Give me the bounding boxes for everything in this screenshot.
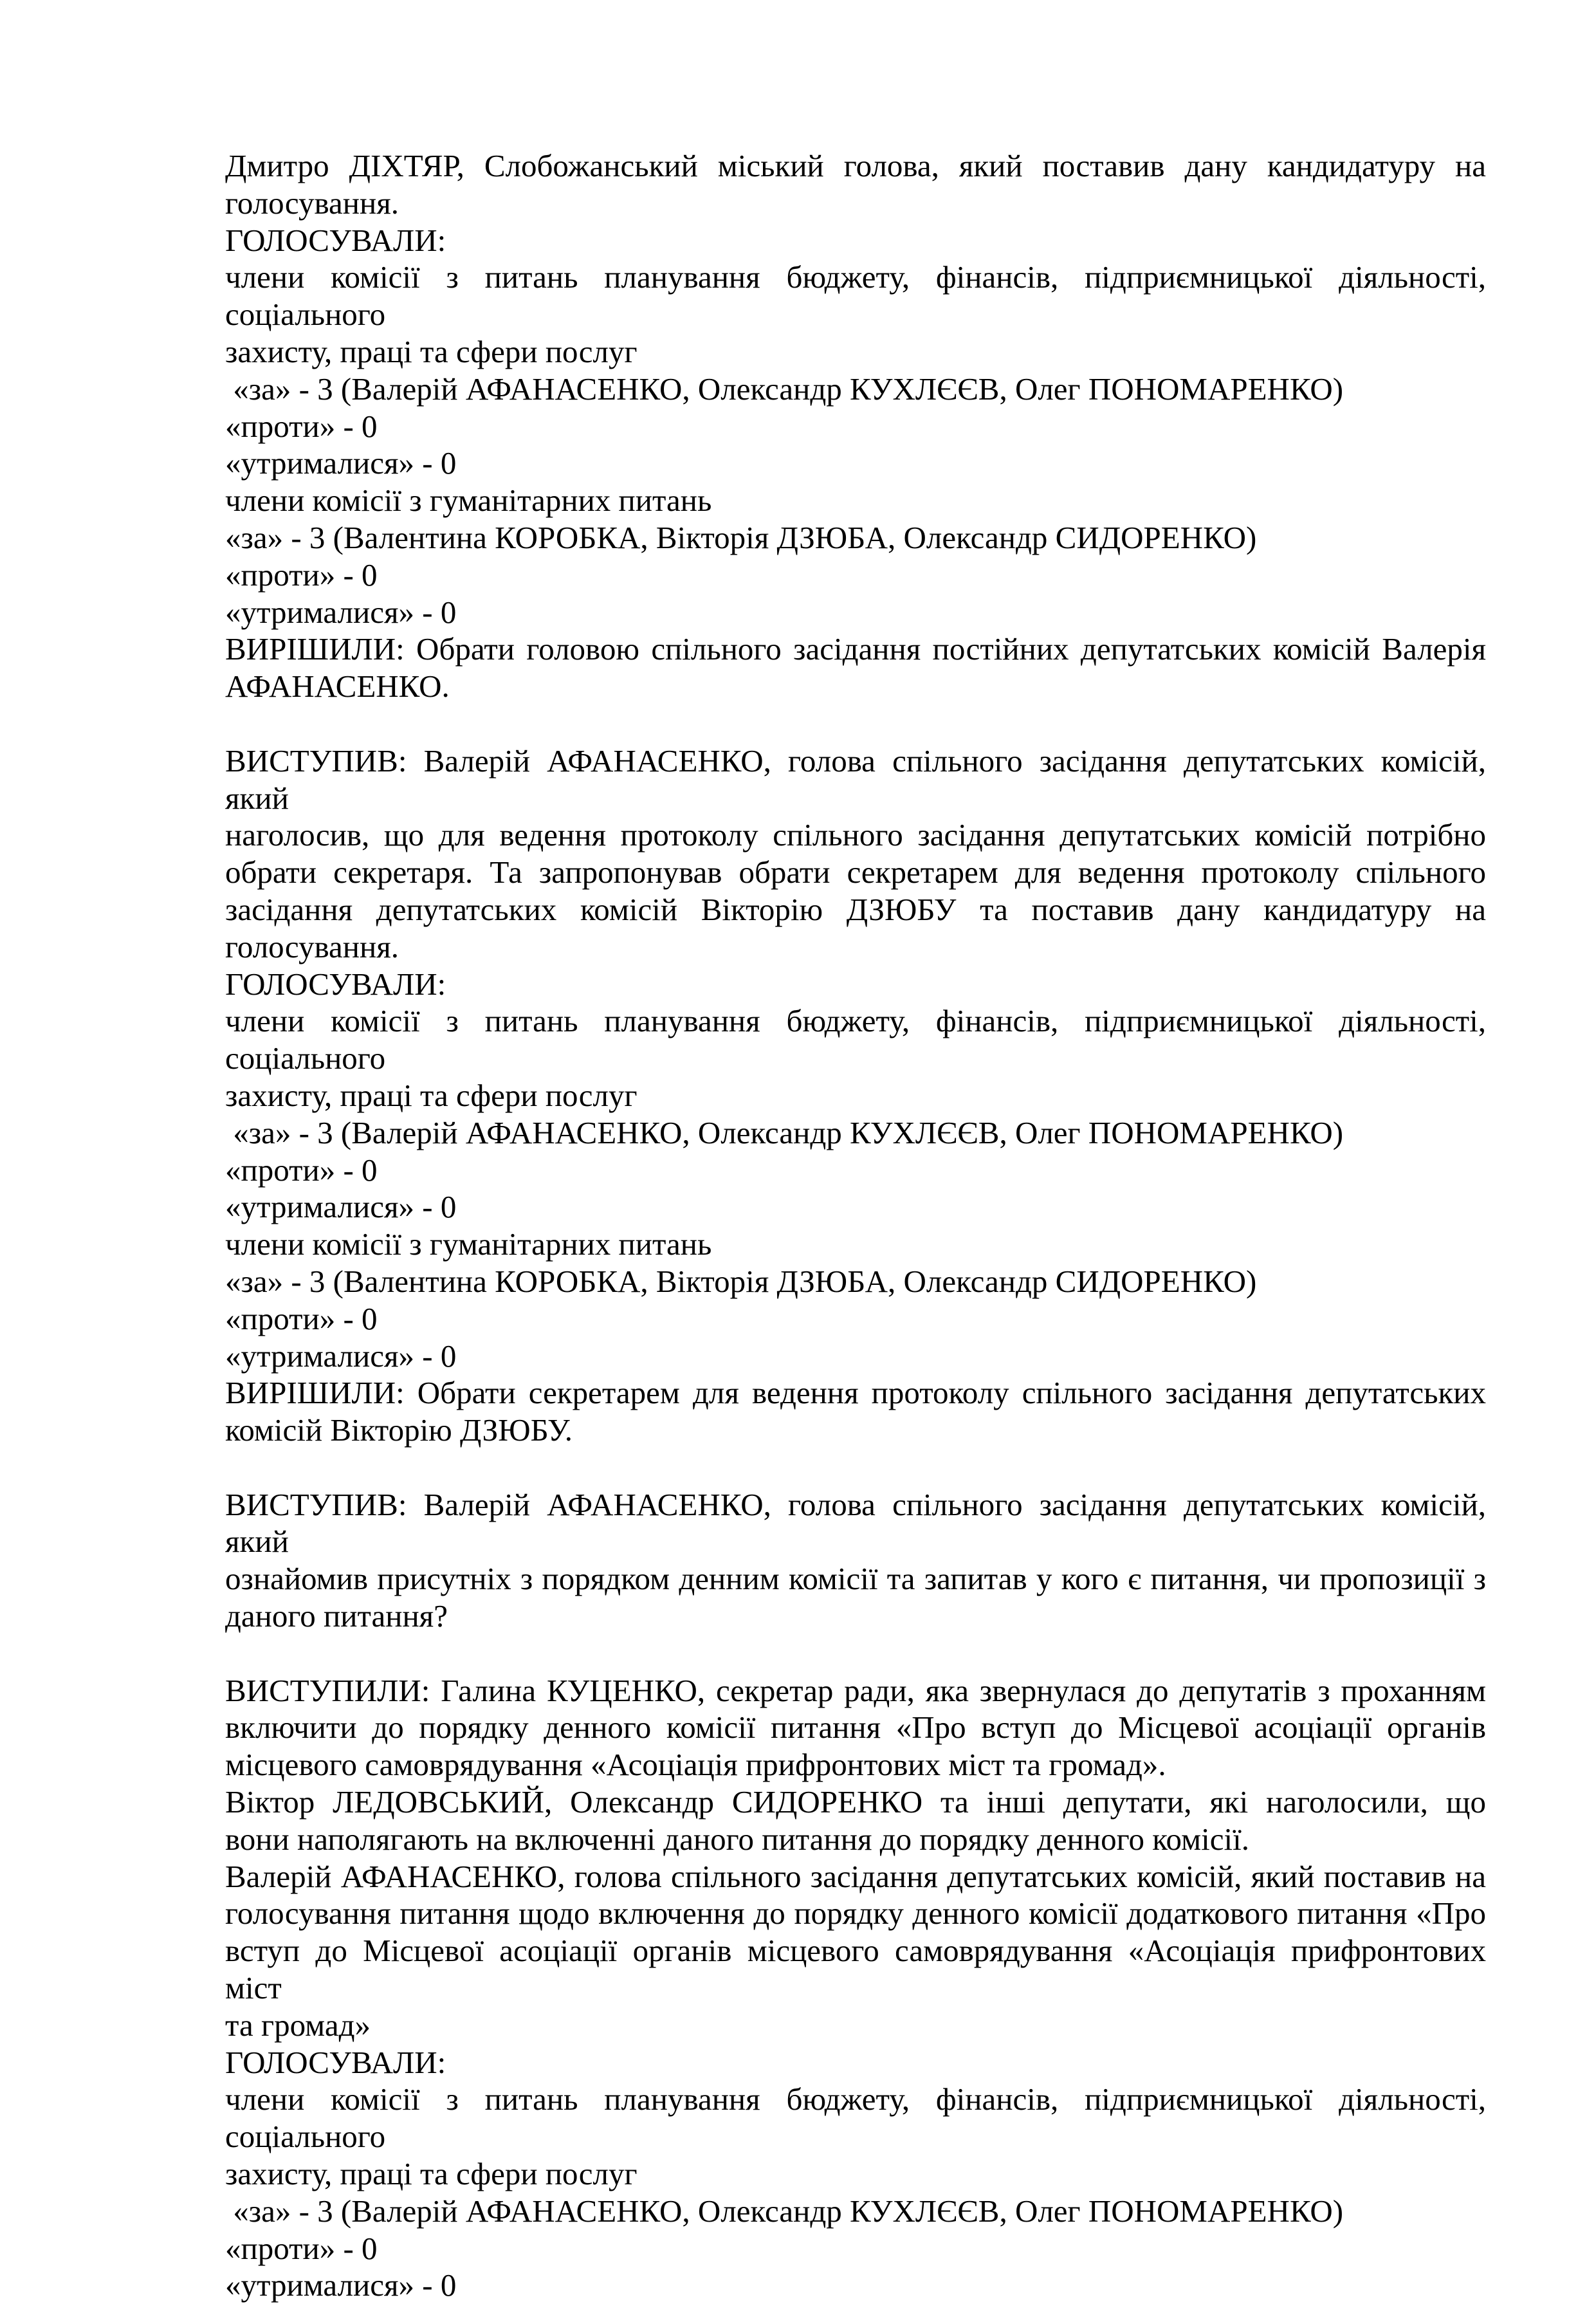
text-line: ВИСТУПИЛИ: Галина КУЦЕНКО, секретар ради, яка звернулася до депутатів з проханням [225,1672,1486,1708]
text-line: «утрималися» - 0 [225,594,457,630]
text-line: голосування. [225,928,399,964]
text-line: Віктор ЛЕДОВСЬКИЙ, Олександр СИДОРЕНКО та інші депутати, які наголосили, що [225,1784,1486,1820]
text-line: ВИРІШИЛИ: Обрати головою спільного засідання постійних депутатських комісій Валерія [225,631,1486,667]
text-line: вступ до Місцевої асоціації органів місцевого самоврядування «Асоціація прифронтових міст [225,1933,1486,2006]
text-line: засідання депутатських комісій Вікторію ДЗЮБУ та поставив дану кандидатуру на [225,891,1486,927]
text-line: АФАНАСЕНКО. [225,668,450,705]
document-text-block [225,147,1486,2304]
text-line: члени комісії з питань планування бюджету, фінансів, підприємницької діяльності, соціального [225,2081,1486,2155]
text-line: ГОЛОСУВАЛИ: [225,966,446,1002]
text-line: «утрималися» - 0 [225,445,457,481]
text-line: наголосив, що для ведення протоколу спільного засідання депутатських комісій потрібно [225,817,1486,853]
text-line: ГОЛОСУВАЛИ: [225,222,446,258]
text-line: голосування. [225,185,399,221]
text-line: ГОЛОСУВАЛИ: [225,2044,446,2080]
text-line: «за» - 3 (Валерій АФАНАСЕНКО, Олександр КУХЛЄЄВ, Олег ПОНОМАРЕНКО) [225,1114,1344,1150]
text-line: місцевого самоврядування «Асоціація прифронтових міст та громад». [225,1747,1166,1783]
text-line: Дмитро ДІХТЯР, Слобожанський міський голова, який поставив дану кандидатуру на [225,148,1486,183]
text-line: голосування питання щодо включення до порядку денного комісії додаткового питання «Про [225,1895,1486,1931]
text-line: «проти» - 0 [225,408,378,444]
text-line: «за» - 3 (Валерій АФАНАСЕНКО, Олександр КУХЛЄЄВ, Олег ПОНОМАРЕНКО) [225,2193,1344,2229]
text-line [225,705,1486,742]
text-line: «за» - 3 (Валентина КОРОБКА, Вікторія ДЗЮБА, Олександр СИДОРЕНКО) [225,519,1257,555]
text-line: Валерій АФАНАСЕНКО, голова спільного засідання депутатських комісій, який поставив на [225,1858,1486,1894]
text-line: члени комісії з гуманітарних питань [225,483,712,519]
text-line: ВИСТУПИВ: Валерій АФАНАСЕНКО, голова спільного засідання депутатських комісій, який [225,742,1486,816]
text-line: «проти» - 0 [225,2230,378,2266]
text-line: «проти» - 0 [225,1300,378,1336]
text-line: вони наполягають на включенні даного питання до порядку денного комісії. [225,1821,1249,1857]
text-line: включити до порядку денного комісії питання «Про вступ до Місцевої асоціації органів [225,1710,1486,1746]
text-line: комісій Вікторію ДЗЮБУ. [225,1412,573,1448]
text-line: члени комісії з питань планування бюджету, фінансів, підприємницької діяльності, соціального [225,1003,1486,1076]
text-line: обрати секретаря. Та запропонував обрати секретарем для ведення протоколу спільного [225,854,1486,890]
text-line: члени комісії з питань планування бюджету, фінансів, підприємницької діяльності, соціального [225,259,1486,333]
text-line: даного питання? [225,1598,448,1634]
text-line [225,1449,1486,1486]
text-line: ознайомив присутніх з порядком денним комісії та запитав у кого є питання, чи пропозиції з [225,1561,1486,1597]
text-line: захисту, праці та сфери послуг [225,1077,637,1113]
text-line: «утрималися» - 0 [225,1189,457,1225]
text-line: захисту, праці та сфери послуг [225,333,637,369]
text-line: «проти» - 0 [225,557,378,593]
text-line: та громад» [225,2007,371,2043]
text-line: ВИРІШИЛИ: Обрати секретарем для ведення протоколу спільного засідання депутатських [225,1375,1486,1411]
text-line: «проти» - 0 [225,1152,378,1188]
text-line: «утрималися» - 0 [225,1338,457,1374]
text-line: «за» - 3 (Валентина КОРОБКА, Вікторія ДЗЮБА, Олександр СИДОРЕНКО) [225,1263,1257,1299]
text-line: ВИСТУПИВ: Валерій АФАНАСЕНКО, голова спільного засідання депутатських комісій, який [225,1486,1486,1560]
text-line [225,1635,1486,1672]
text-line: «за» - 3 (Валерій АФАНАСЕНКО, Олександр КУХЛЄЄВ, Олег ПОНОМАРЕНКО) [225,371,1344,407]
text-line: «утрималися» - 0 [225,2267,457,2303]
text-line: члени комісії з гуманітарних питань [225,1226,712,1262]
text-line: захисту, праці та сфери послуг [225,2156,637,2192]
